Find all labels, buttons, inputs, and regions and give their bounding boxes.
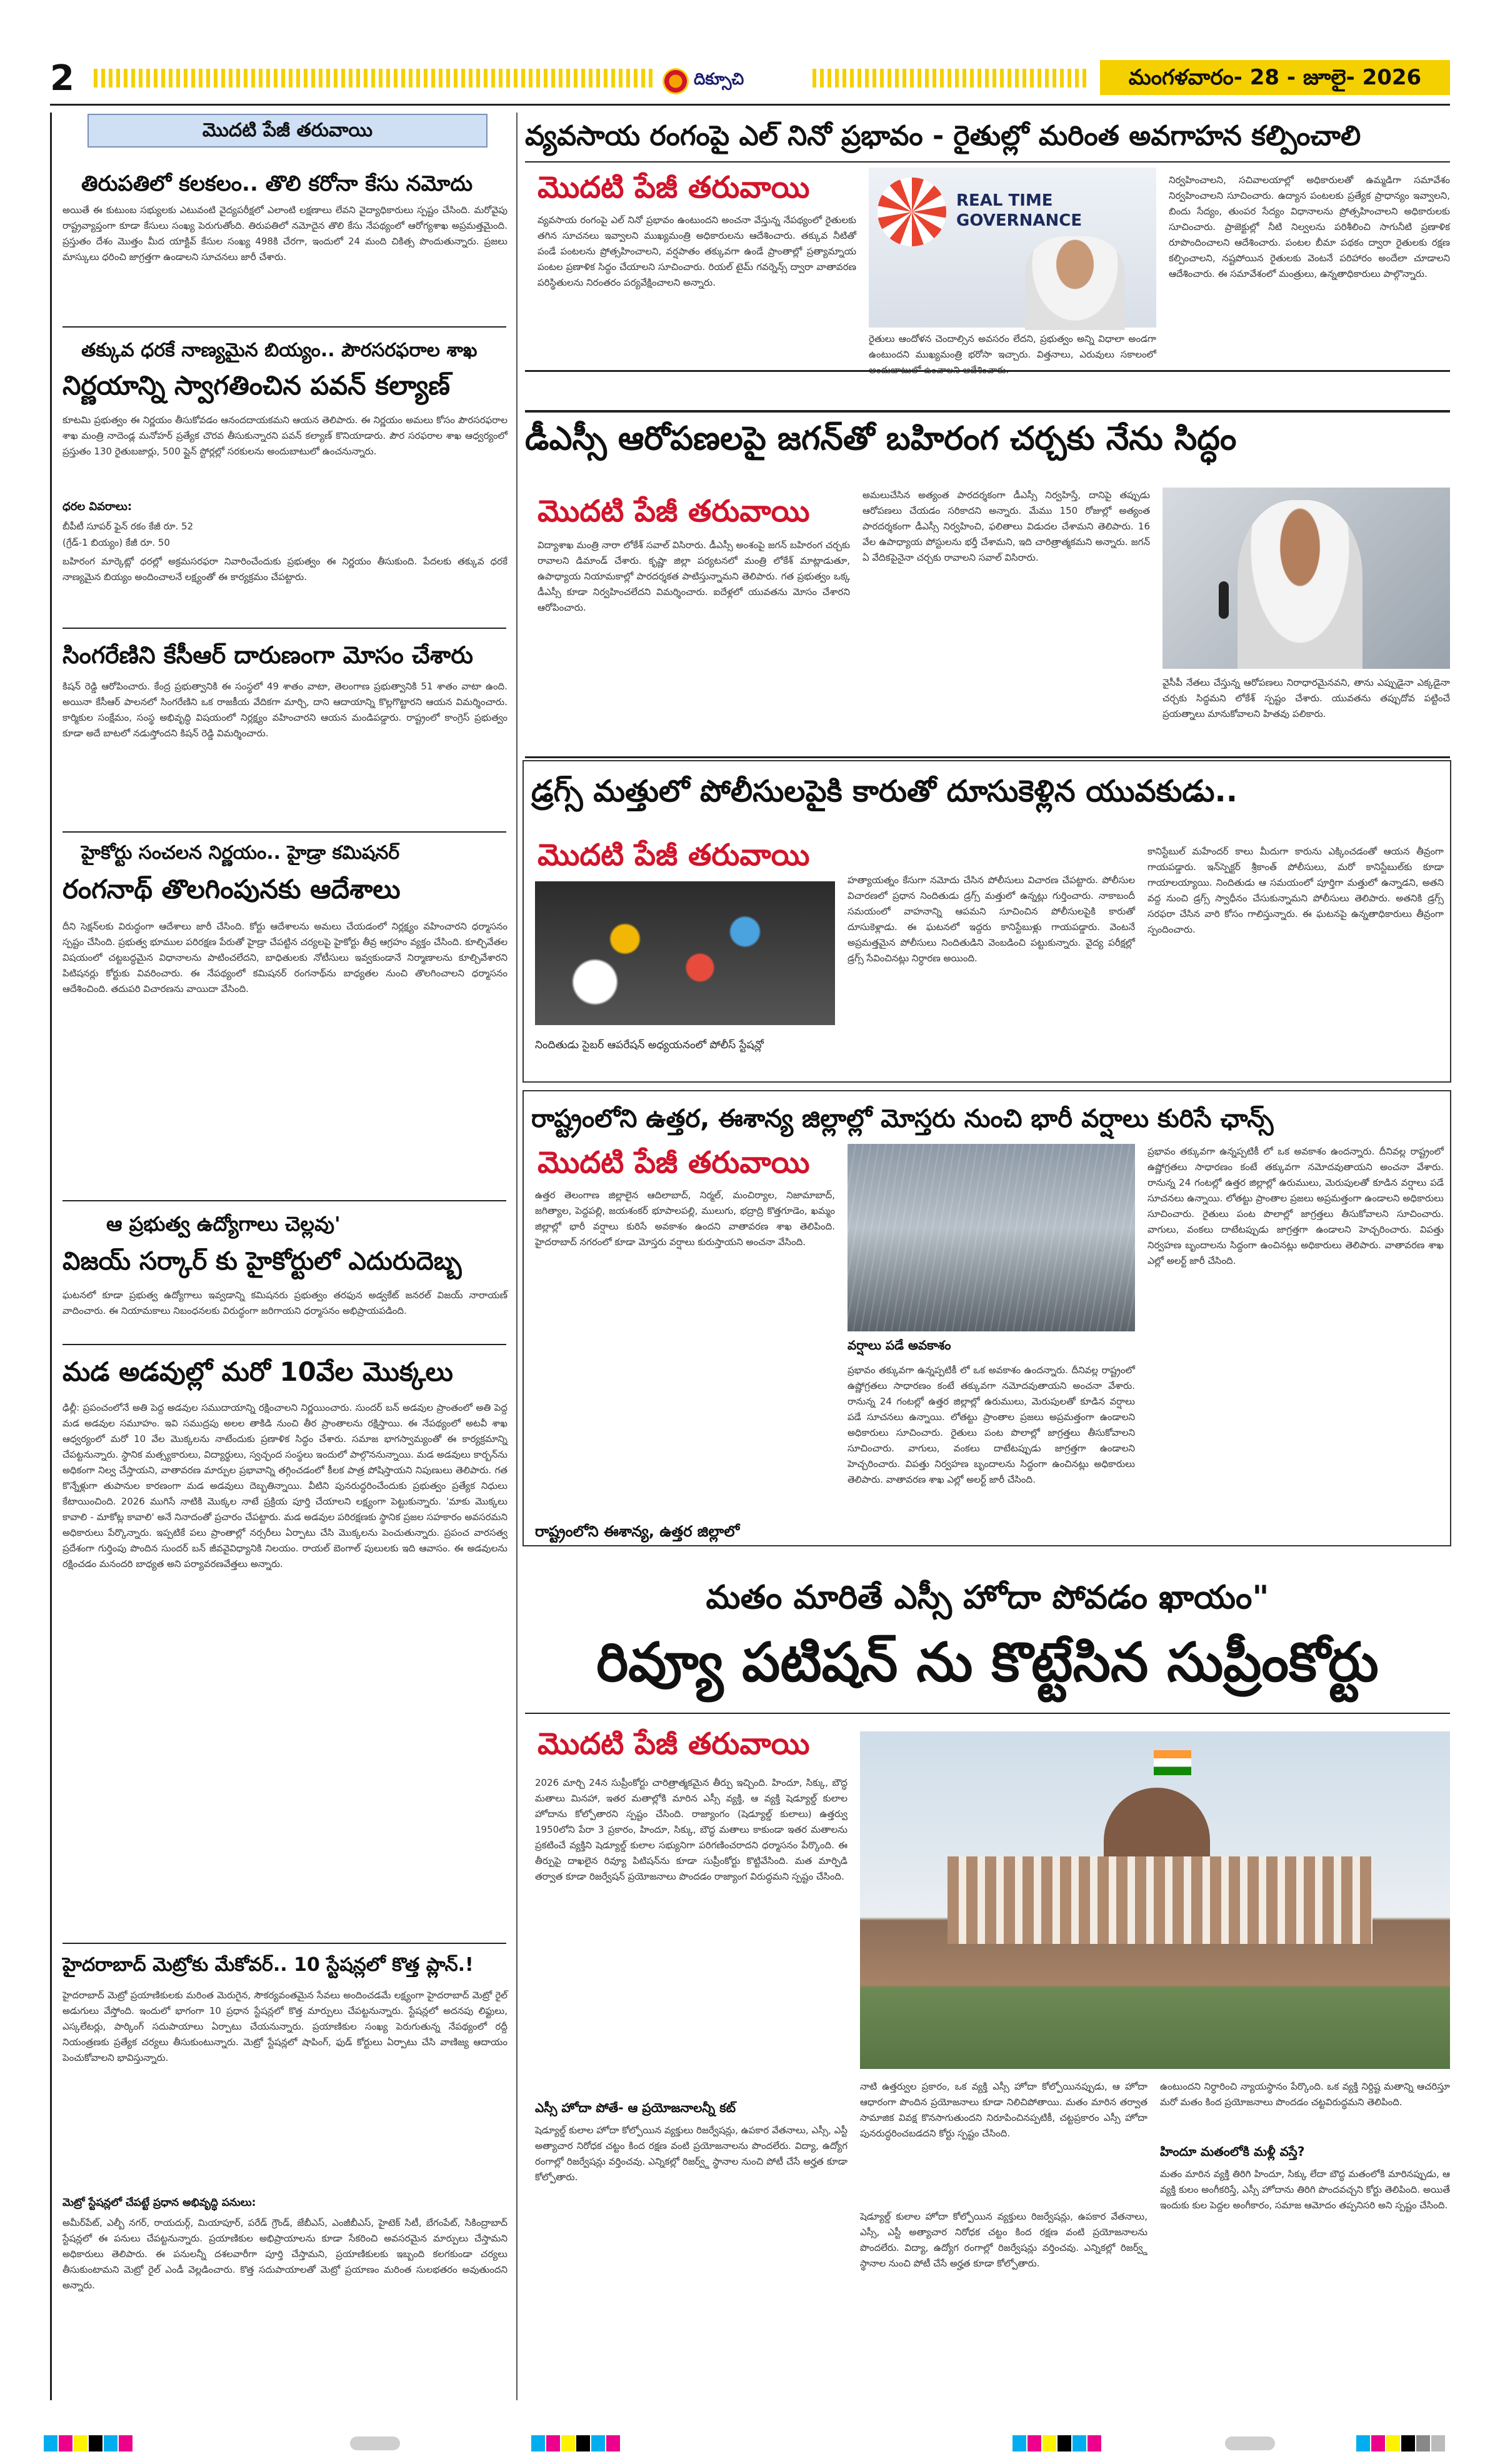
color-registration-bar [1356, 2435, 1446, 2451]
article-body: హైదరాబాద్ మెట్రో ప్రయాణికులకు మరింత మెరుగైన, సౌకర్యవంతమైన సేవలు అందించడమే లక్ష్యంగా హైదరాబాద్ మెట్రో రైల్ అడుగులు వేస్తోంది. ఇందులో భాగంగా 10 ప్రధాన స్టేషన్లలో కొత్త మార్పులు చేపట్టనున్నారు. స్టేషన్లలో అదనపు లిఫ్టులు, ఎస్కలేటర్లు, పార్కింగ్ సదుపాయాలు ఏర్పాటు చేయనున్నారు. ప్రయాణికుల సంఖ్య పెరుగుతున్న నేపథ్యంలో రద్దీ నియంత్రణకు ప్రత్యేక చర్యలు తీసుకుంటున్నారు. మెట్రో స్టేషన్లలో షాపింగ్, ఫుడ్ కోర్టులు ఏర్పాటు చేసి వాణిజ్య ఆదాయం పెంచుకోవాలని భావిస్తున్నారు. [62, 1990, 508, 2063]
price-item: బీపీటీ సూపర్ ఫైన్ రకం కేజీ రూ. 52 [62, 521, 194, 532]
header-band-left [94, 69, 656, 88]
story-body: ప్రభావం తక్కువగా ఉన్నప్పటికీ లో ఒక అవకాశం ఉందన్నారు. దీనివల్ల రాష్ట్రంలో ఉష్ణోగ్రతలు సాధారణం కంటే తక్కువగా నమోదవుతాయని అంచనా వేశారు. రానున్న 24 గంటల్లో ఉత్తర జిల్లాల్లో ఉరుములు, మెరుపులతో కూడిన వర్షాలు పడే సూచనలు ఉన్నాయి. లోతట్టు ప్రాంతాల ప్రజలు అప్రమత్తంగా ఉండాలని అధికారులు సూచించారు. రైతులు పంట పొలాల్లో జాగ్రత్తలు తీసుకోవాలని సూచించారు. వాగులు, వంకలు దాటేటప్పుడు జాగ్రత్తగా ఉండాలని హెచ్చరించారు. విపత్తు నిర్వహణ బృందాలను సిద్ధంగా ఉంచినట్లు అధికారులు తెలిపారు. వాతావరణ శాఖ ఎల్లో అలర్ట్ జారీ చేసింది. [848, 1365, 1135, 1485]
article-kicker: ఆ ప్రభుత్వ ఉద్యోగాలు చెల్లవు' [106, 1212, 341, 1236]
story-body: మతం మారిన వ్యక్తి తిరిగి హిందూ, సిక్కు లేదా బౌద్ధ మతంలోకి మారినప్పుడు, ఆ వ్యక్తి కులం అంగీకరిస్తే, ఎస్సీ హోదాను తిరిగి పొందవచ్చని కోర్టు తెలిపింది. అయితే ఇందుకు కుల పెద్దల అంగీకారం, సమాజ ఆమోదం తప్పనిసరి అని స్పష్టం చేసింది. [1160, 2168, 1450, 2211]
story-body: కానిస్టేబుల్ మహేందర్ కాలు మీదుగా కారును ఎక్కించడంతో ఆయన తీవ్రంగా గాయపడ్డారు. ఇన్‌స్పెక్టర్ శ్రీకాంత్ పోలీసులు, మరో కానిస్టేబుల్‌కు కూడా గాయాలయ్యాయి. నిందితుడు ఆ సమయంలో పూర్తిగా మత్తులో ఉన్నాడని, అతని వద్ద నుంచి డ్రగ్స్ స్వాధీనం చేసుకున్నామని పోలీసులు తెలిపారు. అతనికి డ్రగ్స్ సరఫరా చేసిన వారి కోసం గాలిస్తున్నారు. ఈ ఘటనపై ఉన్నతాధికారులు తీవ్రంగా స్పందించారు. [1148, 846, 1444, 935]
story-headline-band [525, 410, 1450, 413]
continued-label [538, 1144, 809, 1181]
story-body: ఉంటుందని నిర్ధారించి న్యాయస్థానం పేర్కొంది. ఒక వ్యక్తి నిర్దిష్ట మతాన్ని ఆచరిస్తూ మరో మతం కింద ప్రయోజనాలు పొందడం చట్టవిరుద్ధమని తెలిపింది. [1160, 2081, 1450, 2108]
story-subhead: రాష్ట్రంలోని ఈశాన్య, ఉత్తర జిల్లాలో [535, 1523, 740, 1540]
article-headline: హైదరాబాద్ మెట్రోకు మేకోవర్.. 10 స్టేషన్లలో కొత్త ప్లాన్.! [62, 1954, 474, 1976]
article-headline: రంగనాథ్ తొలగింపునకు ఆదేశాలు [62, 874, 401, 904]
rtg-logo-icon [878, 178, 946, 246]
column-divider [516, 113, 518, 2400]
article-rule [62, 628, 506, 629]
article-headline: నిర్ణయాన్ని స్వాగతించిన పవన్ కల్యాణ్ [62, 370, 451, 401]
story-body: రైతులు ఆందోళన చెందాల్సిన అవసరం లేదని, ప్రభుత్వం అన్ని విధాలా అండగా ఉంటుందని ముఖ్యమంత్రి భరోసా ఇచ్చారు. విత్తనాలు, ఎరువులు సకాలంలో [869, 333, 1156, 360]
continued-text: మొదటి పేజీ తరువాయి [538, 838, 810, 873]
story-body: షెడ్యూల్డ్ కులాల హోదా కోల్పోయిన వ్యక్తులు రిజర్వేషన్లు, ఉపకార వేతనాలు, ఎస్సీ, ఎస్టీ అత్యాచార నిరోధక చట్టం కింద రక్షణ వంటి ప్రయోజనాలను పొందలేరు. విద్యా, ఉద్యోగ రంగాల్లో రిజర్వేషన్లు వర్తించవు. ఎన్నికల్లో రిజర్వ్డ్ స్థానాల నుంచి పోటీ చేసే అర్హత కూడా కోల్పోతారు. [860, 2211, 1148, 2269]
photo-caption: నిందితుడు సైబర్ ఆపరేషన్ అధ్యయనంలో పోలీస్ స్టేషన్లో [535, 1039, 764, 1051]
rtg-logo-text: REAL TIME [956, 191, 1053, 210]
story-headline: రివ్యూ పటిషన్ ను కొట్టేసిన సుప్రీంకోర్టు [596, 1631, 1379, 1694]
story-rule [525, 756, 1450, 758]
article-headline: తిరుపతిలో కలకలం.. తొలి కరోనా కేసు నమోదు [81, 171, 473, 196]
story-headline: రాష్ట్రంలోని ఉత్తర, ఈశాన్య జిల్లాల్లో మోస్తరు నుంచి భారీ వర్షాలు కురిసే ఛాన్స్ [531, 1104, 1274, 1133]
header-band-right [812, 69, 1088, 88]
story-headline: వ్యవసాయ రంగంపై ఎల్ నినో ప్రభావం - రైతుల్లో మరింత అవగాహన కల్పించాలి [525, 120, 1361, 152]
article-kicker: హైకోర్టు సంచలన నిర్ణయం.. హైడ్రా కమిషనర్ [81, 842, 400, 864]
masthead-logo [662, 63, 806, 100]
continued-label [538, 169, 809, 206]
court-dome [1104, 1788, 1210, 1863]
rtg-logo-text: GOVERNANCE [956, 211, 1082, 230]
continued-text: మొదటి పేజీ తరువాయి [538, 1726, 810, 1761]
drugs-photo [535, 881, 835, 1025]
article-headline: విజయ్ సర్కార్ కు హైకోర్టులో ఎదురుదెబ్బ [62, 1247, 462, 1276]
color-registration-bar [1012, 2435, 1102, 2451]
story-headline: డీఎస్సీ ఆరోపణలపై జగన్‌తో బహిరంగ చర్చకు నేను సిద్ధం [525, 420, 1237, 458]
article-headline: మడ అడవుల్లో మరో 10వేల మొక్కలు [62, 1356, 453, 1387]
registration-pill [1225, 2436, 1275, 2450]
photo-caption: వైసీపీ నేతలు చేస్తున్న ఆరోపణలు నిరాధారమైనవని, తాను ఎప్పుడైనా ఎక్కడైనా చర్చకు సిద్ధమని లోకేశ్ స్పష్టం చేశారు. యువతను తప్పుదోవ పట్టించే ప్రయత్నాలు మానుకోవాలని హితవు పలికారు. [1162, 677, 1450, 719]
story-rule [525, 161, 1450, 163]
rain-photo [848, 1144, 1135, 1331]
article-rule [62, 831, 506, 833]
continued-label [538, 1725, 809, 1763]
header-date: మంగళవారం- 28 - జూలై- 2026 [1100, 60, 1450, 95]
story-body: 2026 మార్చి 24న సుప్రీంకోర్టు చారిత్రాత్మకమైన తీర్పు ఇచ్చింది. హిందూ, సిక్కు, బౌద్ధ మతాలు మినహా, ఇతర మతాల్లోకి మారిన ఎస్సీ వ్యక్తి, ఆ వ్యక్తి షెడ్యూల్డ్ కులాల హోదాను కోల్పోతారని స్పష్టం చేసింది. రాజ్యాంగం (షెడ్యూల్డ్ కులాలు) ఉత్తర్వు 1950లోని పేరా 3 ప్రకారం, హిందూ, సిక్కు, బౌద్ధ మతాలు కాకుండా ఇతర మతాలను ప్రకటించే వ్యక్తిని షెడ్యూల్డ్ కులాల సభ్యునిగా పరిగణించరాదని ధర్మాసనం పేర్కొంది. ఈ తీర్పుపై దాఖలైన రివ్యూ పిటిషన్‌ను కూడా సుప్రీంకోర్టు కొట్టివేసింది. మత మార్పిడి తర్వాత కూడా రిజర్వేషన్ ప్రయోజనాలు పొందడం రాజ్యాంగ విరుద్ధమని స్పష్టం చేసింది. [535, 1777, 848, 1882]
article-kicker: తక్కువ ధరకే నాణ్యమైన బియ్యం.. పౌరసరఫరాల శాఖ [81, 339, 478, 361]
story-body: షెడ్యూల్డ్ కులాల హోదా కోల్పోయిన వ్యక్తులు రిజర్వేషన్లు, ఉపకార వేతనాలు, ఎస్సీ, ఎస్టీ అత్యాచార నిరోధక చట్టం కింద రక్షణ వంటి ప్రయోజనాలను పొందలేరు. విద్యా, ఉద్యోగ రంగాల్లో రిజర్వేషన్లు వర్తించవు. ఎన్నికల్లో రిజర్వ్డ్ స్థానాల నుంచి పోటీ చేసే అర్హత కూడా కోల్పోతారు. [535, 2125, 848, 2183]
registration-pill [350, 2436, 400, 2450]
story-body: వ్యవసాయ రంగంపై ఎల్ నినో ప్రభావం ఉంటుందని అంచనా వేస్తున్న నేపథ్యంలో రైతులకు తగిన సూచనలు ఇవ్వాలని ముఖ్యమంత్రి అధికారులను ఆదేశించారు. తక్కువ నీటితో పండే పంటలను ప్రోత్సహించాలని, వర్షపాతం తక్కువగా ఉండే ప్రాంతాల్లో ప్రత్యామ్నాయ పంటల ప్రణాళిక సిద్ధం చేయాలని సూచించారు. రియల్ టైమ్ గవర్నెన్స్ ద్వారా వాతావరణ పరిస్థితులను నిరంతరం పర్యవేక్షించాలని అన్నారు. [538, 214, 856, 288]
photo-caption: వర్షాలు పడే అవకాశం [848, 1338, 951, 1353]
continued-label [538, 836, 809, 874]
story-rule [525, 1713, 1450, 1714]
story-subhead: ఎస్సీ హోదా పోతే- ఆ ప్రయోజనాలన్నీ కట్ [535, 2100, 736, 2115]
microphone-icon [1219, 581, 1229, 619]
continued-text: మొదటి పేజీ తరువాయి [538, 494, 810, 529]
story-body: నిర్వహించాలని, సచివాలయాల్లో అధికారులతో ఉమ్మడిగా సమావేశం నిర్వహించాలని సూచించారు. ఉద్యాన పంటలకు ప్రత్యేక ప్రాధాన్యం ఇవ్వాలని, బిందు సేద్యం, తుంపర సేద్యం విధానాలను ప్రోత్సహించాలని అధికారులకు సూచించారు. ప్రాజెక్టుల్లో నీటి నిల్వలను పరిశీలించి సాగునీటి ప్రణాళిక రూపొందించాలని ఆదేశించారు. పంటల బీమా పథకం ద్వారా రైతులకు రక్షణ కల్పించాలని, నష్టపోయిన రైతులకు వెంటనే పరిహారం అందేలా చూడాలని ఆదేశించారు. ఈ సమావేశంలో మంత్రులు, ఉన్నతాధికారులు పాల్గొన్నారు. [1169, 174, 1450, 279]
story-rule [525, 370, 1450, 372]
logo-text: దిక్సూచి [694, 70, 744, 89]
story-body: హత్యాయత్నం కేసుగా నమోదు చేసిన పోలీసులు విచారణ చేపట్టారు. పోలీసుల విచారణలో ప్రధాన నిందితుడు డ్రగ్స్ మత్తులో ఉన్నట్లు గుర్తించారు. నాకాబందీ సమయంలో వాహనాన్ని ఆపమని సూచించిన పోలీసులపైకి కారుతో దూసుకెళ్లాడు. ఈ ఘటనలో ఇద్దరు కానిస్టేబుళ్లు గాయపడ్డారు. వెంటనే అప్రమత్తమైన పోలీసులు నిందితుడిని వెంబడించి పట్టుకున్నారు. వైద్య పరీక్షల్లో డ్రగ్స్ సేవించినట్లు నిర్ధారణ అయింది. [848, 874, 1135, 964]
article-body: ఘటనలో కూడా ప్రభుత్వ ఉద్యోగాలు ఇవ్వడాన్ని కమిషనరు ప్రభుత్వం తరఫున అడ్వకేట్ జనరల్ విజయ్ నారాయణ్ వాదించారు. ఈ నియామకాలు నిబంధనలకు విరుద్ధంగా జరిగాయని ధర్మాసనం అభిప్రాయపడింది. [62, 1290, 508, 1316]
flag-icon [1154, 1750, 1191, 1775]
story-body: ప్రభావం తక్కువగా ఉన్నప్పటికీ లో ఒక అవకాశం ఉందన్నారు. దీనివల్ల రాష్ట్రంలో ఉష్ణోగ్రతలు సాధారణం కంటే తక్కువగా నమోదవుతాయని అంచనా వేశారు. రానున్న 24 గంటల్లో ఉత్తర జిల్లాల్లో ఉరుములు, మెరుపులతో కూడిన వర్షాలు పడే సూచనలు ఉన్నాయి. లోతట్టు ప్రాంతాల ప్రజలు అప్రమత్తంగా ఉండాలని అధికారులు సూచించారు. రైతులు పంట పొలాల్లో జాగ్రత్తలు తీసుకోవాలని సూచించారు. వాగులు, వంకలు దాటేటప్పుడు జాగ్రత్తగా ఉండాలని హెచ్చరించారు. విపత్తు నిర్వహణ బృందాలను సిద్ధంగా ఉంచినట్లు అధికారులు తెలిపారు. వాతావరణ శాఖ ఎల్లో అలర్ట్ జారీ చేసింది. [1148, 1146, 1444, 1266]
article-body: అయితే ఈ కుటుంబ సభ్యులకు ఎటువంటి వైద్యపరీక్షలో ఎలాంటి లక్షణాలు లేవని వైద్యాధికారులు స్పష్టం చేసింది. మరోవైపు రాష్ట్రవ్యాప్తంగా కూడా కేసులు సంఖ్య పెరుగుతోంది. తిరుపతిలో నమోదైన తొలి కేసు నేపథ్యంలో ఆరోగ్యశాఖ అప్రమత్తమైంది. ప్రస్తుతం దేశం మొత్తం మీద యాక్టివ్ కేసుల సంఖ్య 498కి చేరగా, ఇందులో 24 మంది చికిత్స పొందుతున్నారు. ప్రజలు మాస్కులు ధరించి జాగ్రత్తగా ఉండాలని సూచనలు జారీ చేశారు. [62, 204, 508, 263]
article-body: బహిరంగ మార్కెట్లో ధరల్లో అక్రమసరఫరా నివారించేందుకు ప్రభుత్వం ఈ నిర్ణయం తీసుకుంది. పేదలకు తక్కువ ధరకే నాణ్యమైన బియ్యం అందించాలనే లక్ష్యంతో ఈ కార్యక్రమం చేపట్టారు. [62, 556, 508, 583]
article-rule [62, 326, 506, 328]
price-heading: ధరల వివరాలు: [62, 500, 132, 513]
story-headline: డ్రగ్స్ మత్తులో పోలీసులపైకి కారుతో దూసుకెళ్లిన యువకుడు.. [531, 774, 1238, 809]
continued-text: మొదటి పేజీ తరువాయి [538, 170, 810, 205]
continued-text: మొదటి పేజీ తరువాయి [538, 1145, 810, 1180]
story-body: అమలుచేసిన అత్యంత పారదర్శకంగా డీఎస్సీ నిర్వహిస్తే, దానిపై తప్పుడు ఆరోపణలు చేయడం సరికాదని అన్నారు. మేము 150 రోజుల్లో అత్యంత పారదర్శకంగా డీఎస్సీ నిర్వహించి, ఫలితాలు విడుదల చేశామని తెలిపారు. 16 వేల ఉపాధ్యాయ పోస్టులను భర్తీ చేశామని, ఇది చారిత్రాత్మకమని అన్నారు. జగన్ ఏ వేదికపైనైనా చర్చకు రావాలని సవాల్ విసిరారు. [862, 489, 1150, 563]
person-photo [1025, 236, 1125, 330]
article-body: ఢిల్లీ: ప్రపంచంలోనే అతి పెద్ద అడవుల సముదాయాన్ని రక్షించాలని నిర్ణయించారు. సుందర్ బన్ అడవుల ప్రాంతంలో అతి పెద్ద మడ అడవుల సమూహం. ఇవి సముద్రపు అలల తాకిడి నుంచి తీర ప్రాంతాలను రక్షిస్తాయి. ఈ నేపథ్యంలో అటవీ శాఖ ఆధ్వర్యంలో మరో 10 వేల మొక్కలను నాటేందుకు ప్రణాళిక సిద్ధం చేశారు. సమాజ భాగస్వామ్యంతో ఈ కార్యక్రమాన్ని చేపట్టనున్నారు. స్థానిక మత్స్యకారులు, విద్యార్థులు, స్వచ్ఛంద సంస్థలు ఇందులో పాల్గొననున్నాయి. మడ అడవులు కార్బన్‌ను అధికంగా నిల్వ చేస్తాయని, వాతావరణ మార్పుల ప్రభావాన్ని తగ్గించడంలో కీలక పాత్ర పోషిస్తాయని నిపుణులు తెలిపారు. గత కొన్నేళ్లుగా తుపానుల కారణంగా మడ అడవులు దెబ్బతిన్నాయి. వీటిని పునరుద్ధరించేందుకు ప్రభుత్వం ప్రత్యేక నిధులు కేటాయించింది. 2026 ముగిసే నాటికి మొక్కల నాటే ప్రక్రియ పూర్తి చేయాలని లక్ష్యంగా పెట్టుకున్నారు. 'మాకు మొక్కలు కావాలి - మాకోట్ల కావాలి' అనే నినాదంతో ప్రచారం చేపట్టారు. మడ అడవుల పరిరక్షణకు స్థానిక ప్రజల సహకారం అవసరమని అధికారులు పేర్కొన్నారు. ఇప్పటికే పలు ప్రాంతాల్లో నర్సరీలు ఏర్పాటు చేసి మొక్కలను పెంచుతున్నారు. ప్రపంచ వారసత్వ ప్రదేశంగా గుర్తింపు పొందిన సుందర్ బన్ జీవవైవిధ్యానికి నిలయం. రాయల్ బెంగాల్ పులులకు ఇది ఆవాసం. ఈ అడవులను రక్షించడం మనందరి బాధ్యత అని పర్యావరణవేత్తలు అన్నారు. [62, 1402, 508, 1570]
person-photo [1238, 500, 1362, 669]
page-number: 2 [50, 58, 74, 99]
story-body: విద్యాశాఖ మంత్రి నారా లోకేశ్ సవాల్ విసిరారు. డీఎస్సీ అంశంపై జగన్ బహిరంగ చర్చకు రావాలని డిమాండ్ చేశారు. కృష్ణా జిల్లా పర్యటనలో మంత్రి లోకేశ్ మాట్లాడుతూ, ఉపాధ్యాయ నియామకాల్లో పారదర్శకత పాటిస్తున్నామని తెలిపారు. గత ప్రభుత్వం ఒక్క డీఎస్సీ కూడా నిర్వహించలేదని విమర్శించారు. ఐదేళ్లలో యువతను మోసం చేశారని ఆరోపించారు. [538, 539, 850, 613]
photo-caption: నాటి ఉత్తర్వుల ప్రకారం, ఒక వ్యక్తి ఎస్సీ హోదా కోల్పోయినప్పుడు, ఆ హోదా ఆధారంగా పొందిన ప్రయోజనాలు కూడా నిలిచిపోతాయి. మతం మారిన తర్వాత సామాజిక వివక్ష కొనసాగుతుందని నిరూపించినప్పటికీ, చట్టప్రకారం ఎస్సీ హోదా పునరుద్ధరించబడదని కోర్టు స్పష్టం చేసింది. [860, 2081, 1148, 2139]
court-building [948, 1856, 1372, 1944]
article-rule [62, 1200, 506, 1201]
article-rule [62, 1943, 506, 1944]
header-rule [50, 104, 1450, 106]
section-label: మొదటి పేజీ తరువాయి [88, 114, 488, 148]
story-kicker: మతం మారితే ఎస్సీ హోదా పోవడం ఖాయం" [706, 1579, 1269, 1616]
article-body: అమీర్‌పేట్, ఎల్బీ నగర్, రాయదుర్గ్, మియాపూర్, పరేడ్ గ్రౌండ్, జేబీఎస్, ఎంజీబీఎస్, హైటెక్ సిటీ, బేగంపేట్, సికింద్రాబాద్ స్టేషన్లలో ఈ పనులు చేపట్టనున్నారు. ప్రయాణికుల అభిప్రాయాలను కూడా సేకరించి అవసరమైన మార్పులు చేస్తామని అధికారులు తెలిపారు. ఈ పనులన్నీ దశలవారీగా పూర్తి చేస్తామని, ప్రయాణికులకు ఇబ్బంది కలగకుండా చర్యలు తీసుకుంటామని మెట్రో రైల్ ఎండీ వెల్లడించారు. కొత్త సదుపాయాలతో మెట్రో ప్రయాణం మరింత సులభతరం అవుతుందని అన్నారు. [62, 2217, 508, 2291]
minister-photo [1162, 488, 1450, 669]
article-body: కిషన్ రెడ్డి ఆరోపించారు. కేంద్ర ప్రభుత్వానికి ఈ సంస్థలో 49 శాతం వాటా, తెలంగాణ ప్రభుత్వానికి 51 శాతం వాటా ఉంది. అయినా కేసీఆర్ పాలనలో సింగరేణిని ఒక రాజకీయ వేదికగా మార్చి, దాని ఆదాయాన్ని కొల్లగొట్టారని ఆయన విమర్శించారు. కార్మికుల సంక్షేమం, సంస్థ అభివృద్ధి విషయంలో నిర్లక్ష్యం వహించారని ఆయన మండిపడ్డారు. రాష్ట్రంలో కాంగ్రెస్ ప్రభుత్వం కూడా అదే బాటలో నడుస్తోందని కిషన్ రెడ్డి విమర్శించారు. [62, 681, 508, 739]
story-subhead: హిందూ మతంలోకి మళ్లీ వస్తే? [1160, 2144, 1305, 2159]
compass-icon [662, 68, 689, 94]
article-rule [62, 1344, 506, 1345]
rtg-photo [869, 168, 1156, 328]
article-body: కూటమి ప్రభుత్వం ఈ నిర్ణయం తీసుకోవడం ఆనందదాయకమని ఆయన తెలిపారు. ఈ నిర్ణయం అమలు కోసం పౌరసరఫరాల శాఖ మంత్రి నాదెండ్ల మనోహర్ ప్రత్యేక చొరవ తీసుకున్నారని పవన్ కల్యాణ్ కొనియాడారు. పౌర సరఫరాల శాఖ ఆధ్వర్యంలో ప్రస్తుతం 130 రైతుబజార్లు, 500 ప్లైన్ స్టోర్లల్లో సరకులను అందుబాటులో ఉంచనున్నారు. [62, 414, 508, 457]
color-registration-bar [44, 2435, 134, 2451]
color-registration-bar [531, 2435, 621, 2451]
article-headline: సింగరేణిని కేసీఆర్ దారుణంగా మోసం చేశారు [62, 641, 474, 669]
continued-label [538, 493, 809, 530]
left-column-border [50, 113, 52, 2400]
story-body: ఉత్తర తెలంగాణ జిల్లాలైన ఆదిలాబాద్, నిర్మల్, మంచిర్యాల, నిజామాబాద్, జగిత్యాల, పెద్దపల్లి, జయశంకర్ భూపాలపల్లి, ములుగు, భద్రాద్రి కొత్తగూడెం, ఖమ్మం జిల్లాల్లో భారీ వర్షాలు కురిసే అవకాశం ఉందని వాతావరణ శాఖ తెలిపింది. హైదరాబాద్ నగరంలో కూడా మోస్తరు వర్షాలు కురుస్తాయని అంచనా వేసింది. [535, 1189, 835, 1248]
article-body: దీని సెక్షన్‌లకు విరుద్ధంగా ఆదేశాలు జారీ చేసింది. కోర్టు ఆదేశాలను అమలు చేయడంలో నిర్లక్ష్యం వహించారని ధర్మాసనం స్పష్టం చేసింది. ప్రభుత్వ భూముల పరిరక్షణ పేరుతో హైడ్రా చేపట్టిన చర్యలపై హైకోర్టు తీవ్ర ఆగ్రహం వ్యక్తం చేసింది. కూల్చివేతల విషయంలో చట్టబద్ధమైన విధానాలను పాటించలేదని, బాధితులకు నోటీసులు ఇవ్వకుండానే నిర్మాణాలను కూల్చివేశారని పిటిషనర్లు కోర్టుకు వివరించారు. ఈ నేపథ్యంలో కమిషనర్ రంగనాథ్‌ను బాధ్యతల నుంచి తొలగించాలని ధర్మాసనం ఆదేశించింది. తదుపరి విచారణను వాయిదా వేసింది. [62, 921, 508, 994]
supreme-court-photo [860, 1731, 1450, 2069]
price-item: (గ్రేడ్-1 బియ్యం) కేజీ రూ. 50 [62, 537, 170, 548]
article-subhead: మెట్రో స్టేషన్లలో చేపట్టే ప్రధాన అభివృద్ధి పనులు: [62, 2196, 256, 2209]
